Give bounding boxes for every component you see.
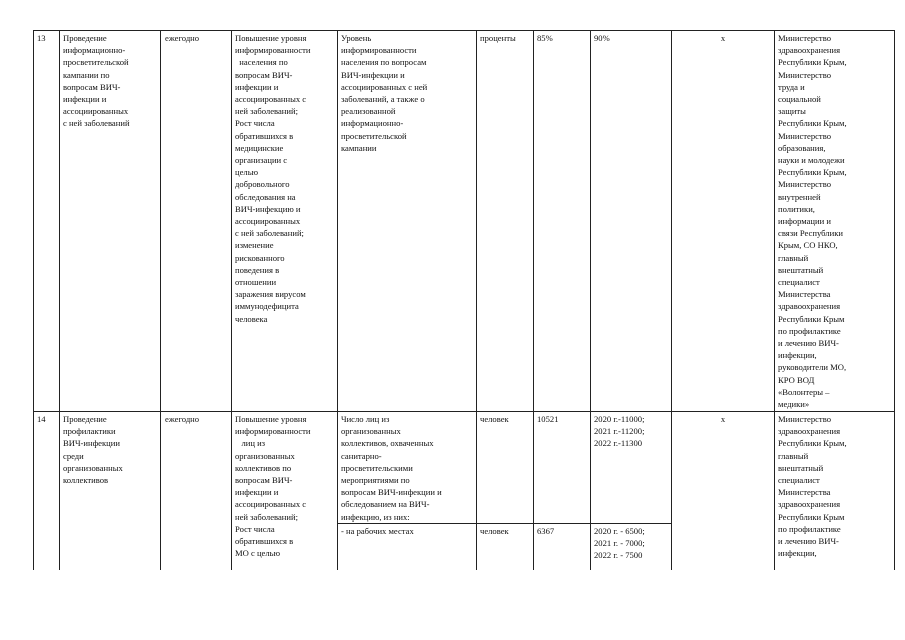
row-13-number: 13: [37, 33, 46, 43]
row-14-event: Проведение профилактики ВИЧ-инфекции среди организованных коллективов: [63, 414, 123, 486]
column-border: [774, 30, 775, 570]
row-13-target-value: 90%: [594, 33, 610, 43]
row-13-executors: Министерство здравоохранения Республики Крым, Министерство труда и социальной защиты Республики Крым, Министерство образования, науки и молодежи Республики Крым, Министерство внутренней политики, информации и связи Республики Крым, СО НКО, главный внештатный специалист Министерства здравоохранения Республики Крым по профилактике и лечению ВИЧ- инфекции, руководители МО, КРО ВОД «Волонтеры – медики»: [778, 33, 847, 410]
row-13-base-value: 85%: [537, 33, 553, 43]
column-border: [160, 30, 161, 570]
column-border: [59, 30, 60, 570]
table-top-border: [33, 30, 894, 31]
row-14-funding: x: [720, 414, 726, 424]
row-14-unit-workplace: человек: [480, 526, 509, 536]
row-14-number: 14: [37, 414, 46, 424]
column-border: [894, 30, 895, 570]
row-14-result: Повышение уровня информированности лиц из организованных коллективов по вопросам ВИЧ- инфекции и ассоциированных с ней заболеваний; Рост числа обратившихся в МО с целью: [235, 414, 311, 559]
row-13-result: Повышение уровня информированности населения по вопросам ВИЧ- инфекции и ассоциированных с ней заболеваний; Рост числа обратившихся в медицинские организации с целью добровольного обследования на ВИЧ-инфекцию и ассоциированных с ней заболеваний; изменение рискованного поведения в отношении заражения вирусом иммунодефицита человека: [235, 33, 311, 324]
row-14-base-workplace: 6367: [537, 526, 555, 536]
row-13-event: Проведение информационно- просветительской кампании по вопросам ВИЧ- инфекции и ассоциированных с ней заболеваний: [63, 33, 130, 129]
row-13-period: ежегодно: [165, 33, 200, 43]
row-14-base-total: 10521: [537, 414, 559, 424]
column-border: [337, 30, 338, 570]
row-14-target-workplace: 2020 г. - 6500; 2021 г. - 7000; 2022 г. - 7500: [594, 526, 645, 561]
column-border: [533, 30, 534, 570]
row-14-period: ежегодно: [165, 414, 200, 424]
column-border: [231, 30, 232, 570]
row-divider: [33, 411, 894, 412]
column-border: [671, 30, 672, 570]
row-14-executors: Министерство здравоохранения Республики Крым, главный внештатный специалист Министерства здравоохранения Республики Крым по профилактике и лечению ВИЧ- инфекции,: [778, 414, 847, 559]
column-border: [476, 30, 477, 570]
row-14-indicator-workplace: - на рабочих местах: [341, 526, 414, 536]
column-border: [590, 30, 591, 570]
row-14-indicator-total: Число лиц из организованных коллективов, охваченных санитарно- просветительскими мероприятиями по вопросам ВИЧ-инфекции и обследованием на ВИЧ- инфекцию, из них:: [341, 414, 442, 522]
row-14-target-total: 2020 г.-11000; 2021 г.-11200; 2022 г.-11300: [594, 414, 645, 449]
row-14-unit-total: человек: [480, 414, 509, 424]
row-13-indicator: Уровень информированности населения по вопросам ВИЧ-инфекции и ассоциированных с ней заболеваний, а также о реализованной информационно- просветительской кампании: [341, 33, 428, 153]
row-13-unit: проценты: [480, 33, 516, 43]
subrow-divider: [337, 523, 671, 524]
column-border: [33, 30, 34, 570]
row-13-funding: x: [720, 33, 726, 43]
